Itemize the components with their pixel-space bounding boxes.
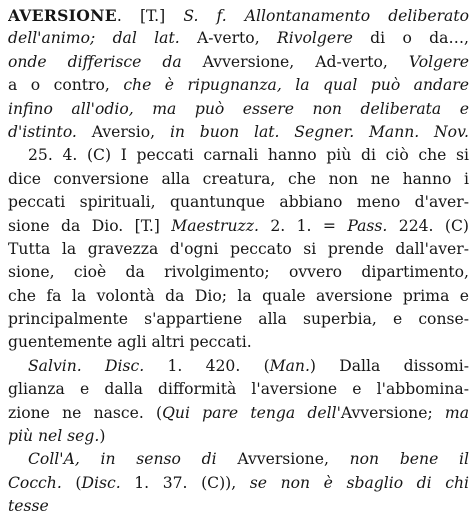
text-run: . [T.] [116, 7, 184, 25]
text-run: che è ripugnanza, la qual può andare [123, 76, 469, 95]
text-run: sione, cioè da rivolgimento; ovvero dipartimento, [8, 263, 469, 282]
text-run: guentemente agli altri peccati. [8, 333, 252, 352]
entry-line [8, 425, 469, 448]
entry-line [8, 285, 469, 308]
text-run: Coll'A, in senso di [28, 450, 238, 469]
text-run: principalmente s'appartiene alla superbia, e conse- [8, 310, 469, 329]
text-run: dell'animo; dal lat. [8, 29, 198, 48]
text-run: ( [61, 473, 82, 492]
text-run: se non è sbaglio di chi [249, 473, 469, 492]
text-run: onde differisce da [8, 52, 203, 71]
text-run: Avversione, Ad-verto, [202, 52, 409, 71]
text-run: in buon lat. Segner. Mann. Nov. [169, 122, 469, 141]
entry-line [8, 331, 469, 354]
text-run: S. f. Allontanamento deliberato [183, 7, 469, 25]
text-run: Avversione, [237, 450, 350, 469]
text-run: Qui pare tenga dell' [162, 403, 341, 422]
entry-line [8, 144, 469, 167]
text-run: AVERSIONE [8, 6, 117, 25]
entry-line [8, 4, 469, 27]
text-run: Disc. [81, 473, 121, 492]
text-run: a o contro, [8, 76, 124, 95]
text-run: ma [444, 403, 469, 422]
entry-line [8, 98, 469, 121]
text-run: Rivolgere [277, 29, 353, 48]
entry-line [8, 215, 469, 238]
entry-line [8, 378, 469, 401]
entry-line [8, 402, 469, 425]
text-run: ) Dalla dissomi- [309, 356, 469, 375]
text-run: infino all'odio, ma può essere non deliberata e [8, 99, 469, 118]
text-run: 2. 1. = [258, 216, 348, 235]
entry-line [8, 261, 469, 284]
entry-line [8, 121, 469, 144]
text-run: 25. 4. (C) I peccati carnali hanno più di ciò che si [28, 146, 469, 165]
text-run: 1. 420. ( [144, 356, 270, 375]
dictionary-entry [8, 4, 469, 519]
entry-line [8, 448, 469, 471]
text-run: Pass. [347, 216, 388, 235]
text-run: 1. 37. (C)), [120, 473, 250, 492]
text-run: Tutta la gravezza d'ogni peccato si prende dall'aver- [8, 239, 469, 258]
text-run: tesse [8, 497, 49, 516]
entry-line [8, 191, 469, 214]
entry-line [8, 238, 469, 261]
text-run: zione ne nasce. ( [8, 403, 163, 422]
text-run: non bene il [349, 450, 469, 469]
text-run: Volgere [408, 52, 469, 71]
text-run: peccati spirituali, quantunque abbiano meno d'aver- [8, 193, 469, 212]
entry-line [8, 355, 469, 378]
entry-line [8, 495, 469, 518]
entry-line [8, 51, 469, 74]
text-run: ) [99, 427, 106, 446]
text-run: d'istinto. [8, 122, 92, 141]
entry-line [8, 27, 469, 50]
text-run: Man. [269, 356, 310, 375]
text-run: che fa la volontà da Dio; la quale aversione prima e [8, 286, 469, 305]
text-run: più nel seg. [8, 427, 100, 446]
entry-line [8, 74, 469, 97]
text-run: Cocch. [8, 473, 62, 492]
text-run: sione da Dio. [T.] [8, 216, 172, 235]
text-run: Salvin. Disc. [28, 356, 145, 375]
text-run: Maestruzz. [171, 216, 259, 235]
text-run: Avversione; [340, 403, 445, 422]
text-run: Aversio, [91, 122, 170, 141]
entry-line [8, 472, 469, 495]
entry-line [8, 308, 469, 331]
text-run: dice conversione alla creatura, che non ne hanno i [8, 169, 469, 188]
text-run: 224. (C) [387, 216, 469, 235]
text-run: di o da…, [352, 29, 469, 48]
text-run: glianza e dalla difformità l'aversione e l'abbomina- [8, 380, 469, 399]
text-run: A-verto, [197, 29, 277, 48]
entry-line [8, 168, 469, 191]
